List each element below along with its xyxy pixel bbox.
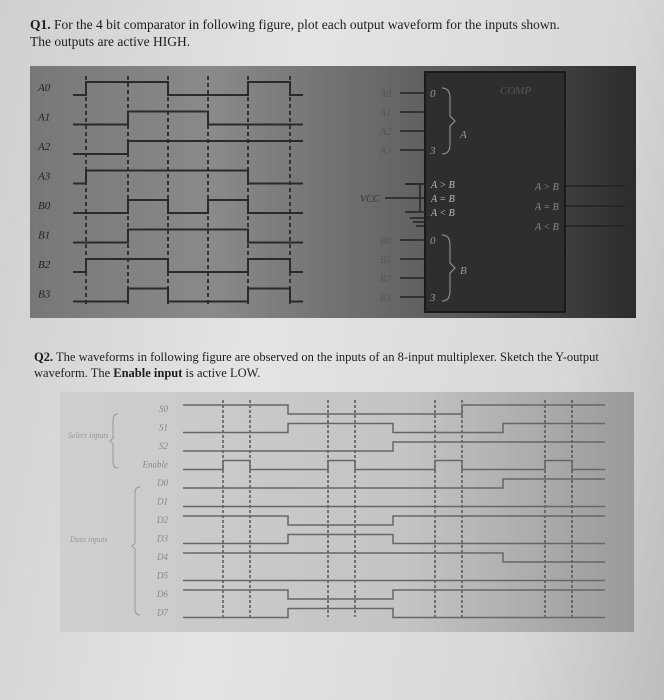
signal-label: A1 bbox=[38, 111, 51, 124]
waveform-a1 bbox=[73, 112, 303, 125]
signal-label: B0 bbox=[38, 200, 51, 212]
waveform-enable bbox=[183, 461, 605, 470]
cascade-input-label: A = B bbox=[431, 194, 455, 205]
waveform-b2 bbox=[73, 259, 303, 272]
group-a-label: A bbox=[460, 129, 467, 141]
signal-label: D3 bbox=[157, 533, 168, 544]
waveform-a3 bbox=[73, 171, 303, 184]
multiplexer-waveforms bbox=[60, 392, 634, 632]
signal-label: Enable bbox=[142, 459, 168, 470]
question-1 bbox=[30, 16, 640, 50]
signal-label: D5 bbox=[157, 570, 168, 581]
waveform-s2 bbox=[183, 442, 605, 451]
waveform-b1 bbox=[73, 230, 303, 243]
q2-number: Q2. bbox=[34, 350, 54, 364]
select-bracket bbox=[110, 414, 118, 468]
waveform-d2 bbox=[183, 516, 605, 525]
output-label: A < B bbox=[535, 222, 559, 233]
signal-label: D4 bbox=[157, 552, 168, 562]
q2-bold: Enable input bbox=[113, 366, 183, 380]
pin-label: A0 bbox=[380, 89, 392, 100]
pin-label: B3 bbox=[380, 293, 392, 304]
waveform-a0 bbox=[73, 82, 303, 95]
waveform-d7 bbox=[183, 609, 605, 618]
waveform-a2 bbox=[73, 141, 303, 154]
signal-label: S0 bbox=[159, 404, 168, 414]
waveform-s1 bbox=[183, 424, 605, 433]
waveform-d0 bbox=[183, 479, 605, 488]
signal-label: A0 bbox=[38, 82, 51, 94]
q2-text: The waveforms in following figure are observed on the inputs of an 8-input multiplexer. Sketch the Y-output waveform. The bbox=[34, 350, 599, 380]
comparator-diagram bbox=[30, 66, 636, 318]
signal-label: S1 bbox=[159, 422, 168, 433]
pin-label: B2 bbox=[380, 274, 392, 285]
question-2 bbox=[34, 349, 644, 381]
pin-label: A1 bbox=[380, 108, 392, 119]
signal-label: B3 bbox=[38, 288, 51, 301]
waveform-s0 bbox=[183, 405, 605, 414]
q2-text-end: is active LOW. bbox=[182, 366, 261, 380]
bit-label: 3 bbox=[430, 145, 436, 157]
data-inputs-label: Data inputs bbox=[70, 535, 108, 544]
signal-label: B2 bbox=[38, 259, 51, 271]
bit-label: 0 bbox=[430, 235, 436, 247]
signal-label: D0 bbox=[157, 478, 168, 488]
signal-label: B1 bbox=[38, 229, 51, 242]
output-label: A = B bbox=[535, 202, 559, 213]
multiplexer-figure bbox=[60, 392, 634, 632]
pin-label: A2 bbox=[380, 127, 392, 138]
waveform-d3 bbox=[183, 535, 605, 544]
chip-label: COMP bbox=[500, 85, 532, 97]
q1-text: For the 4 bit comparator in following figure, plot each output waveform for the inputs shown. bbox=[54, 17, 560, 32]
data-bracket bbox=[132, 487, 140, 615]
waveform-b3 bbox=[73, 289, 303, 302]
q1-number: Q1. bbox=[30, 17, 51, 32]
signal-label: A3 bbox=[38, 170, 51, 183]
group-b-label: B bbox=[460, 265, 467, 277]
waveform-d4 bbox=[183, 553, 605, 562]
signal-label: D1 bbox=[157, 496, 168, 507]
select-inputs-label: Select inputs bbox=[68, 431, 109, 440]
signal-label: D7 bbox=[157, 607, 168, 618]
pin-label: B0 bbox=[380, 236, 392, 247]
bit-label: 3 bbox=[430, 292, 436, 304]
vcc-label: VCC bbox=[360, 194, 380, 205]
bit-label: 0 bbox=[430, 88, 436, 100]
output-label: A > B bbox=[535, 182, 559, 193]
q1-text-2: The outputs are active HIGH. bbox=[30, 34, 191, 49]
signal-label: D2 bbox=[157, 515, 168, 525]
waveform-d6 bbox=[183, 590, 605, 599]
comparator-figure bbox=[30, 66, 636, 318]
pin-label: A3 bbox=[380, 146, 392, 157]
signal-label: D6 bbox=[157, 589, 168, 599]
waveform-b0 bbox=[73, 200, 303, 213]
signal-label: S2 bbox=[159, 441, 168, 451]
cascade-input-label: A > B bbox=[431, 180, 455, 191]
signal-label: A2 bbox=[38, 141, 51, 153]
pin-label: B1 bbox=[380, 255, 392, 266]
cascade-input-label: A < B bbox=[431, 208, 455, 219]
